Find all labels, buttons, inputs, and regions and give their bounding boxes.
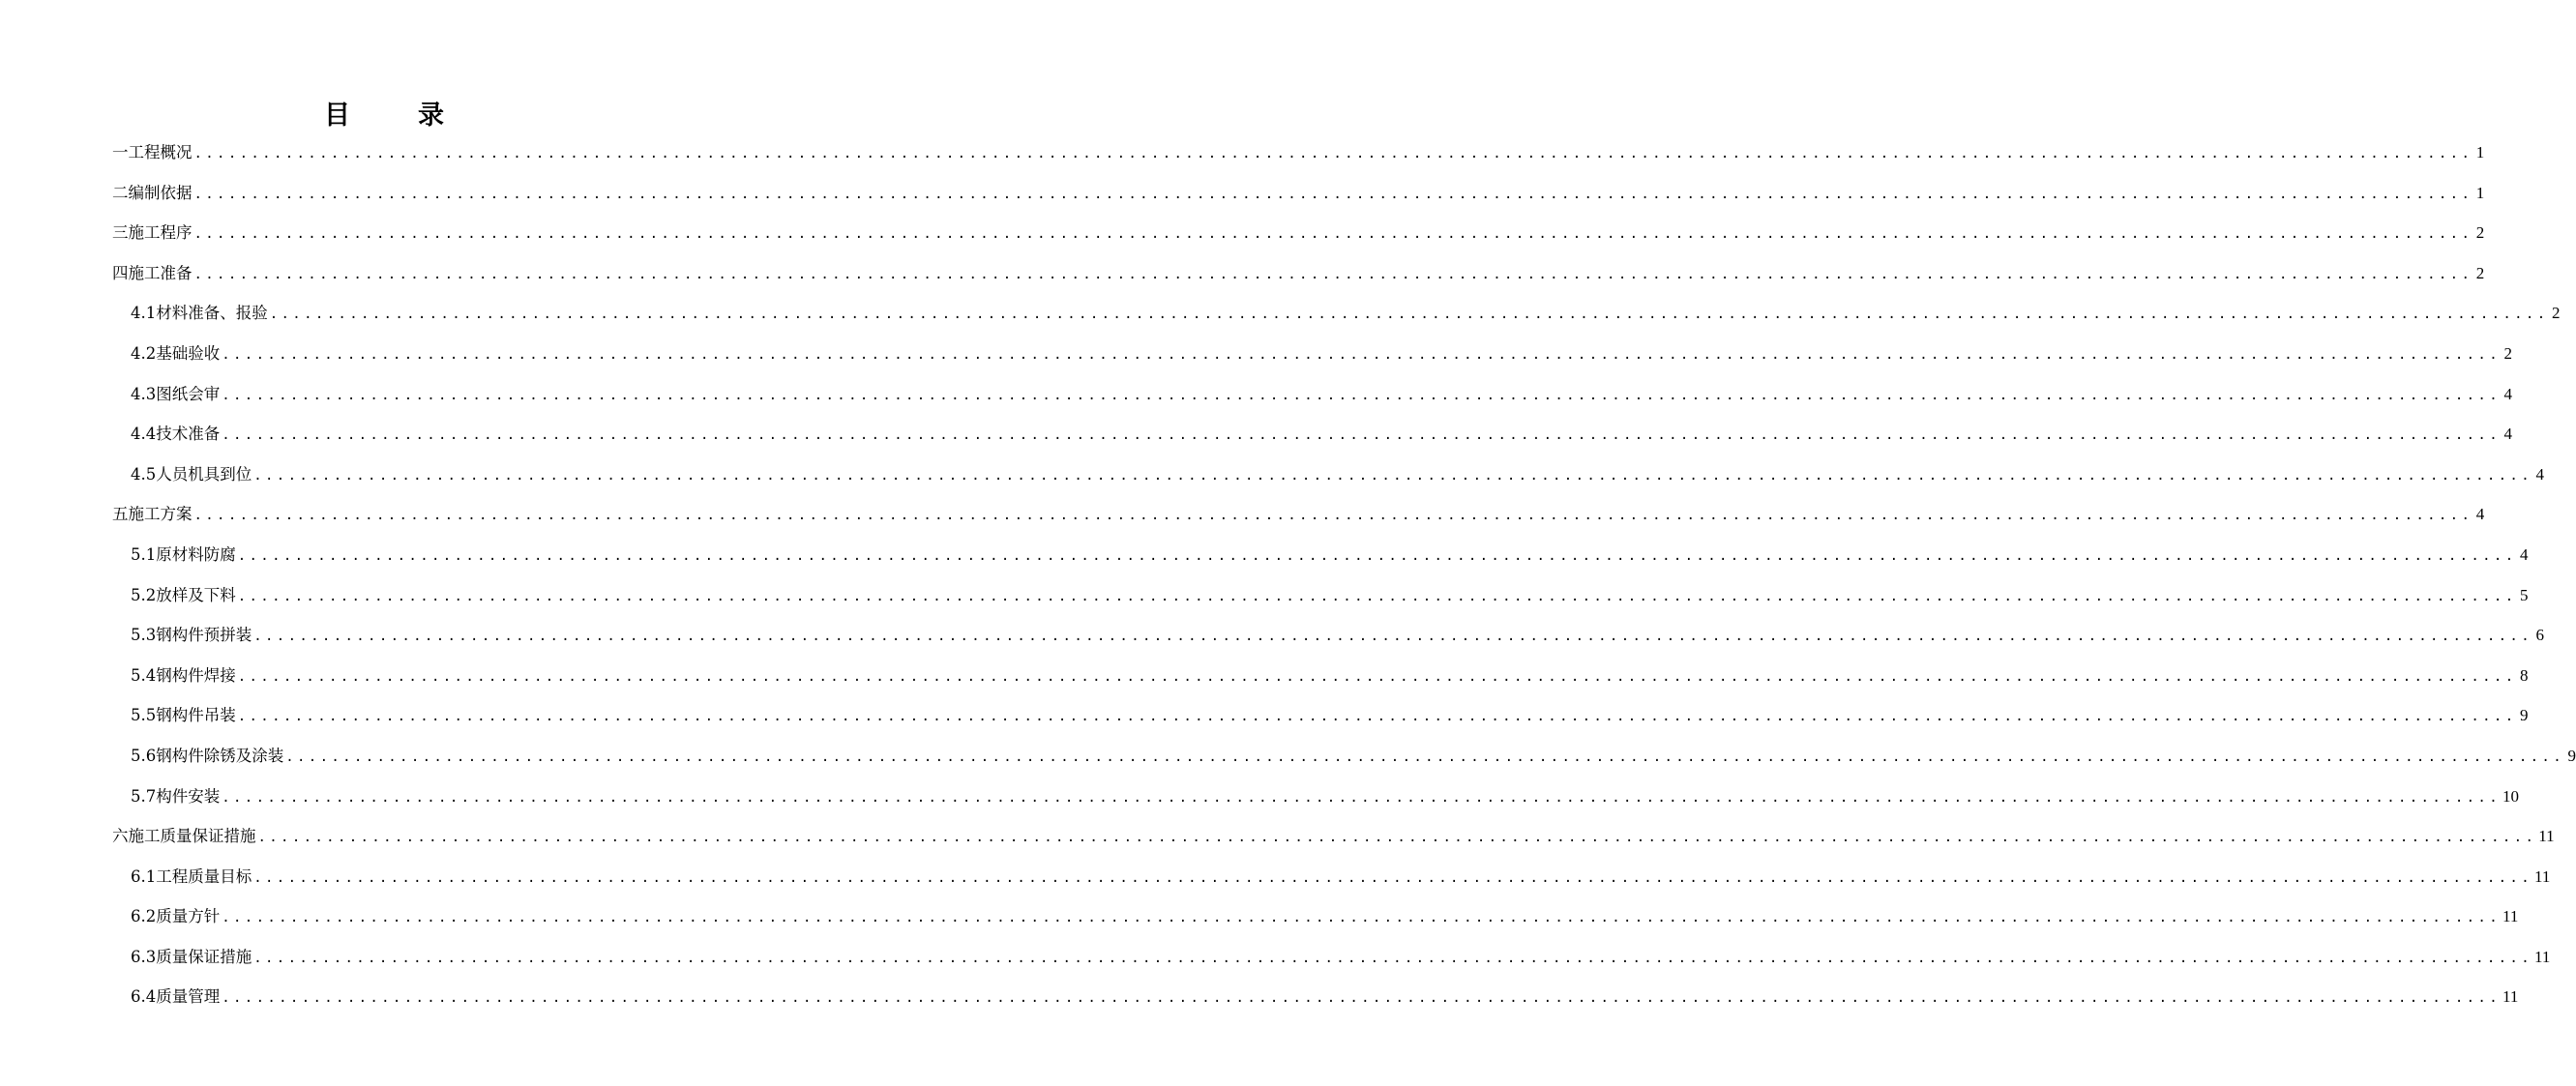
toc-entry-label: 图纸会审 <box>156 384 221 403</box>
toc-entry[interactable] <box>112 857 2551 897</box>
toc-entry-number: 5.5 <box>131 706 157 725</box>
toc-entry-label: 人员机具到位 <box>156 464 252 484</box>
toc-entry-number: 六 <box>112 827 129 846</box>
toc-entry-label: 质量保证措施 <box>156 947 252 966</box>
dot-leader: ........................................................................................................................................................................................................ <box>269 307 2549 323</box>
toc-entry-page: 2 <box>2503 343 2512 363</box>
toc-entry-page: 2 <box>2475 263 2485 282</box>
toc-entry[interactable] <box>112 937 2551 978</box>
dot-leader: ........................................................................................................................................................................................................ <box>222 387 2501 403</box>
toc-entry-number: 三 <box>112 223 129 243</box>
toc-entry-page: 1 <box>2475 143 2485 161</box>
toc-title-char-2: 录 <box>418 101 444 131</box>
dot-leader: ........................................................................................................................................................................................................ <box>237 547 2517 564</box>
toc-entry[interactable] <box>112 334 2512 374</box>
toc-entry-page: 1 <box>2475 183 2485 202</box>
toc-entry-page: 4 <box>2535 464 2544 484</box>
toc-entry-page: 9 <box>2567 746 2576 765</box>
toc-entry-page: 5 <box>2520 585 2529 604</box>
toc-entry[interactable] <box>112 977 2519 1017</box>
toc-entry-number: 4.1 <box>131 304 157 323</box>
toc-entry[interactable] <box>112 816 2555 857</box>
toc-entry[interactable] <box>112 213 2485 253</box>
toc-entry[interactable] <box>112 736 2576 777</box>
toc-entry-number: 二 <box>112 183 129 202</box>
toc-entry-label: 质量管理 <box>156 987 221 1007</box>
toc-entry-page: 4 <box>2503 425 2512 444</box>
toc-entry-page: 9 <box>2520 706 2529 725</box>
toc-entry-number: 四 <box>112 263 129 282</box>
dot-leader: ........................................................................................................................................................................................................ <box>222 427 2501 444</box>
toc-entry-label: 施工质量保证措施 <box>128 827 256 846</box>
dot-leader: ........................................................................................................................................................................................................ <box>193 226 2473 243</box>
toc-entry[interactable] <box>112 535 2529 575</box>
dot-leader: ........................................................................................................................................................................................................ <box>193 508 2473 524</box>
toc-entry[interactable] <box>112 173 2485 214</box>
toc-entry-page: 11 <box>2502 987 2519 1007</box>
toc-entry-page: 2 <box>2475 223 2485 243</box>
toc-entry-number: 5.1 <box>131 544 157 564</box>
toc-entry-label: 钢构件预拼装 <box>156 626 252 645</box>
toc-entry-label: 工程概况 <box>128 143 192 161</box>
dot-leader: ........................................................................................................................................................................................................ <box>237 588 2517 604</box>
toc-entry-number: 4.3 <box>131 384 157 403</box>
dot-leader: ........................................................................................................................................................................................................ <box>237 668 2517 685</box>
toc-entry-label: 施工准备 <box>128 263 192 282</box>
dot-leader: ........................................................................................................................................................................................................ <box>285 748 2564 765</box>
toc-entry-number: 4.5 <box>131 464 157 484</box>
toc-entry-label: 原材料防腐 <box>156 544 236 564</box>
toc-entry-label: 放样及下料 <box>156 585 236 604</box>
dot-leader: ........................................................................................................................................................................................................ <box>222 990 2501 1007</box>
toc-entry[interactable] <box>112 414 2512 455</box>
toc-entry[interactable] <box>112 656 2529 696</box>
toc-entry-label: 钢构件除锈及涂装 <box>156 746 284 765</box>
toc-entry-page: 2 <box>2552 304 2561 323</box>
toc-entry-number: 5.7 <box>131 786 157 806</box>
toc-entry[interactable] <box>112 896 2519 937</box>
toc-entry-number: 5.2 <box>131 585 157 604</box>
toc-entry-page: 6 <box>2535 626 2544 645</box>
toc-entry-label: 施工程序 <box>128 223 192 243</box>
dot-leader: ........................................................................................................................................................................................................ <box>222 789 2501 806</box>
toc-title-char-1: 目 <box>324 101 350 131</box>
toc-entry-number: 5.3 <box>131 626 157 645</box>
toc-entry-page: 4 <box>2475 505 2485 524</box>
dot-leader: ........................................................................................................................................................................................................ <box>193 146 2473 161</box>
toc-entry[interactable] <box>112 575 2529 616</box>
toc-entry-number: 五 <box>112 505 129 524</box>
toc-entry[interactable] <box>112 695 2529 736</box>
toc-entry[interactable] <box>112 253 2485 294</box>
toc-entry-number: 一 <box>112 143 129 161</box>
dot-leader: ........................................................................................................................................................................................................ <box>257 830 2537 846</box>
toc-entry-number: 6.2 <box>131 907 157 926</box>
dot-leader: ........................................................................................................................................................................................................ <box>253 869 2532 886</box>
toc-entry-page: 11 <box>2534 866 2551 886</box>
toc-entry-number: 5.6 <box>131 746 157 765</box>
toc-entry-number: 6.3 <box>131 947 157 966</box>
toc-entry[interactable] <box>112 374 2512 415</box>
toc-entry-number: 6.1 <box>131 866 157 886</box>
toc-entry[interactable] <box>112 777 2519 817</box>
toc-entry-label: 技术准备 <box>156 425 221 444</box>
toc-entry-label: 钢构件焊接 <box>156 665 236 685</box>
toc-entry[interactable] <box>112 615 2544 656</box>
toc-entry-label: 工程质量目标 <box>156 866 252 886</box>
toc-entry-page: 11 <box>2538 827 2555 846</box>
toc-entry-number: 4.4 <box>131 425 157 444</box>
dot-leader: ........................................................................................................................................................................................................ <box>193 186 2473 202</box>
toc-entry-number: 5.4 <box>131 665 157 685</box>
toc-entry-label: 钢构件吊装 <box>156 706 236 725</box>
dot-leader: ........................................................................................................................................................................................................ <box>222 346 2501 363</box>
toc-entry-label: 构件安装 <box>156 786 221 806</box>
toc-entry-number: 6.4 <box>131 987 157 1007</box>
toc-entry-number: 4.2 <box>131 343 157 363</box>
toc-entry-page: 10 <box>2502 786 2519 806</box>
dot-leader: ........................................................................................................................................................................................................ <box>253 467 2532 484</box>
toc-entry[interactable] <box>112 455 2544 495</box>
toc-entry-page: 11 <box>2502 907 2519 926</box>
toc-entry[interactable] <box>112 494 2485 535</box>
dot-leader: ........................................................................................................................................................................................................ <box>253 629 2532 645</box>
toc-entry-label: 材料准备、报验 <box>156 304 268 323</box>
toc-entry-page: 8 <box>2520 665 2529 685</box>
dot-leader: ........................................................................................................................................................................................................ <box>193 266 2473 282</box>
toc-entry-label: 施工方案 <box>128 505 192 524</box>
toc-entry[interactable] <box>112 132 2485 173</box>
toc-entry-page: 4 <box>2520 544 2529 564</box>
toc-entry[interactable] <box>112 293 2561 334</box>
toc-entry-page: 11 <box>2534 947 2551 966</box>
toc-title <box>0 94 768 132</box>
dot-leader: ........................................................................................................................................................................................................ <box>237 709 2517 725</box>
dot-leader: ........................................................................................................................................................................................................ <box>222 910 2501 926</box>
toc-entry-label: 编制依据 <box>128 183 192 202</box>
toc-entry-label: 基础验收 <box>156 343 221 363</box>
toc-entry-page: 4 <box>2503 384 2512 403</box>
toc-entry-label: 质量方针 <box>156 907 221 926</box>
table-of-contents <box>112 132 2576 1017</box>
dot-leader: ........................................................................................................................................................................................................ <box>253 950 2532 966</box>
